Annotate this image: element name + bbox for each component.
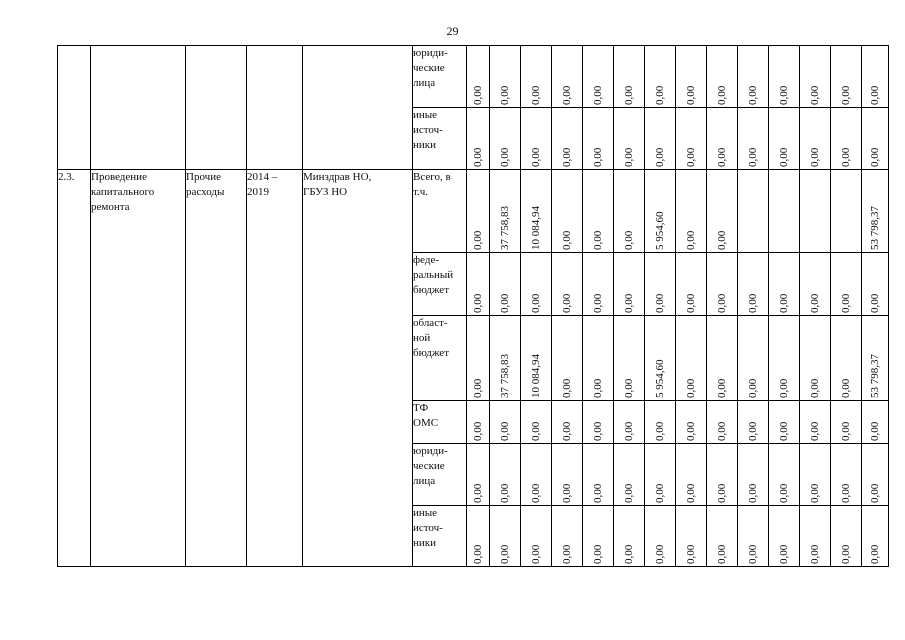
value-cell <box>467 316 490 401</box>
value-cell <box>676 316 707 401</box>
empty-cell <box>91 46 186 170</box>
value-cell <box>738 506 769 567</box>
value-cell <box>614 316 645 401</box>
cell-value: 0,00 <box>809 147 821 167</box>
value-cell <box>831 46 862 108</box>
funding-source: феде- ральный бюджет <box>413 253 467 316</box>
cell-value: 0,00 <box>685 421 697 441</box>
value-cell <box>800 46 831 108</box>
cell-value: 0,00 <box>561 85 573 105</box>
cell-value: 0,00 <box>716 293 728 313</box>
value-cell <box>583 444 614 506</box>
value-cell <box>831 506 862 567</box>
cell-value: 0,00 <box>472 85 484 105</box>
cell-value: 0,00 <box>472 544 484 564</box>
cell-value: 0,00 <box>472 230 484 250</box>
financing-table <box>57 45 889 567</box>
cell-value: 0,00 <box>561 421 573 441</box>
value-cell <box>738 46 769 108</box>
value-cell <box>676 46 707 108</box>
cell-value: 0,00 <box>623 421 635 441</box>
value-cell <box>769 401 800 444</box>
cell-value: 0,00 <box>809 483 821 503</box>
value-cell <box>645 170 676 253</box>
cell-value: 0,00 <box>716 230 728 250</box>
value-cell <box>583 108 614 170</box>
cell-value: 0,00 <box>530 483 542 503</box>
cell-value: 0,00 <box>592 230 604 250</box>
value-cell <box>521 253 552 316</box>
cell-value: 0,00 <box>809 85 821 105</box>
value-cell <box>614 108 645 170</box>
cell-value: 0,00 <box>499 421 511 441</box>
value-cell <box>800 401 831 444</box>
cell-value: 0,00 <box>747 147 759 167</box>
cell-value: 0,00 <box>530 421 542 441</box>
cell-value: 0,00 <box>747 421 759 441</box>
cell-value: 0,00 <box>840 483 852 503</box>
value-cell <box>552 401 583 444</box>
value-cell <box>738 316 769 401</box>
cell-value: 0,00 <box>561 378 573 398</box>
cell-value: 0,00 <box>778 85 790 105</box>
value-cell <box>707 253 738 316</box>
item-name: Проведение капитального ремонта <box>91 170 186 567</box>
funding-source: Всего, в т.ч. <box>413 170 467 253</box>
value-cell <box>738 444 769 506</box>
value-cell <box>552 170 583 253</box>
cell-value: 0,00 <box>840 293 852 313</box>
cell-value: 0,00 <box>623 544 635 564</box>
cell-value: 0,00 <box>716 85 728 105</box>
cell-value: 0,00 <box>685 483 697 503</box>
funding-source: юриди- ческие лица <box>413 46 467 108</box>
value-cell <box>521 170 552 253</box>
value-cell <box>831 316 862 401</box>
cell-value: 0,00 <box>592 85 604 105</box>
cell-value: 0,00 <box>869 483 881 503</box>
value-cell <box>800 170 831 253</box>
cell-value: 0,00 <box>472 483 484 503</box>
cell-value: 0,00 <box>654 85 666 105</box>
cell-value: 0,00 <box>654 483 666 503</box>
value-cell <box>614 46 645 108</box>
cell-value: 0,00 <box>685 544 697 564</box>
value-cell <box>676 108 707 170</box>
value-cell <box>862 46 889 108</box>
value-cell <box>552 506 583 567</box>
cell-value: 0,00 <box>809 544 821 564</box>
value-cell <box>862 444 889 506</box>
empty-cell <box>303 46 413 170</box>
funding-source: юриди- ческие лица <box>413 444 467 506</box>
funding-source: иные источ- ники <box>413 506 467 567</box>
value-cell <box>676 170 707 253</box>
period: 2014 – 2019 <box>247 170 303 567</box>
cell-value: 0,00 <box>869 147 881 167</box>
value-cell <box>645 316 676 401</box>
cell-value: 0,00 <box>623 85 635 105</box>
cell-value: 0,00 <box>778 293 790 313</box>
cell-value: 0,00 <box>869 421 881 441</box>
cell-value: 0,00 <box>592 147 604 167</box>
value-cell <box>467 444 490 506</box>
funding-source: област- ной бюджет <box>413 316 467 401</box>
cell-value: 0,00 <box>530 85 542 105</box>
value-cell <box>676 506 707 567</box>
cell-value: 53 798,37 <box>869 206 881 250</box>
value-cell <box>707 46 738 108</box>
value-cell <box>769 506 800 567</box>
cell-value: 0,00 <box>716 544 728 564</box>
cell-value: 0,00 <box>778 544 790 564</box>
cell-value: 10 084,94 <box>530 206 542 250</box>
cell-value: 0,00 <box>809 421 821 441</box>
cell-value: 0,00 <box>809 293 821 313</box>
cell-value: 0,00 <box>623 378 635 398</box>
page-number: 29 <box>446 24 459 38</box>
value-cell <box>521 46 552 108</box>
value-cell <box>707 170 738 253</box>
value-cell <box>583 253 614 316</box>
value-cell <box>800 108 831 170</box>
value-cell <box>862 316 889 401</box>
cell-value: 0,00 <box>592 293 604 313</box>
value-cell <box>707 108 738 170</box>
value-cell <box>467 253 490 316</box>
cell-value: 0,00 <box>654 421 666 441</box>
executor: Минздрав НО, ГБУЗ НО <box>303 170 413 567</box>
value-cell <box>769 316 800 401</box>
value-cell <box>490 46 521 108</box>
value-cell <box>645 506 676 567</box>
cell-value: 0,00 <box>716 147 728 167</box>
value-cell <box>738 170 769 253</box>
cell-value: 37 758,83 <box>499 206 511 250</box>
empty-cell <box>247 46 303 170</box>
value-cell <box>800 506 831 567</box>
cell-value: 0,00 <box>685 85 697 105</box>
cell-value: 0,00 <box>499 293 511 313</box>
expense-type: Прочие расходы <box>186 170 247 567</box>
value-cell <box>552 444 583 506</box>
value-cell <box>490 170 521 253</box>
value-cell <box>552 316 583 401</box>
cell-value: 0,00 <box>809 378 821 398</box>
cell-value: 0,00 <box>623 147 635 167</box>
cell-value: 0,00 <box>840 85 852 105</box>
value-cell <box>676 253 707 316</box>
empty-cell <box>186 46 247 170</box>
cell-value: 0,00 <box>840 421 852 441</box>
value-cell <box>769 170 800 253</box>
cell-value: 0,00 <box>530 147 542 167</box>
value-cell <box>862 170 889 253</box>
cell-value: 0,00 <box>561 230 573 250</box>
value-cell <box>738 401 769 444</box>
value-cell <box>707 401 738 444</box>
value-cell <box>738 108 769 170</box>
cell-value: 0,00 <box>472 378 484 398</box>
cell-value: 0,00 <box>747 85 759 105</box>
cell-value: 0,00 <box>716 421 728 441</box>
value-cell <box>614 170 645 253</box>
value-cell <box>552 253 583 316</box>
cell-value: 0,00 <box>499 544 511 564</box>
cell-value: 0,00 <box>530 293 542 313</box>
value-cell <box>521 401 552 444</box>
cell-value: 0,00 <box>685 378 697 398</box>
value-cell <box>583 46 614 108</box>
value-cell <box>707 506 738 567</box>
cell-value: 0,00 <box>747 378 759 398</box>
cell-value: 0,00 <box>654 147 666 167</box>
cell-value: 0,00 <box>840 378 852 398</box>
value-cell <box>583 170 614 253</box>
cell-value: 0,00 <box>592 544 604 564</box>
value-cell <box>467 401 490 444</box>
value-cell <box>831 108 862 170</box>
cell-value: 0,00 <box>654 293 666 313</box>
cell-value: 37 758,83 <box>499 354 511 398</box>
cell-value: 0,00 <box>778 421 790 441</box>
value-cell <box>862 253 889 316</box>
value-cell <box>583 316 614 401</box>
value-cell <box>707 444 738 506</box>
value-cell <box>614 444 645 506</box>
value-cell <box>583 506 614 567</box>
cell-value: 0,00 <box>561 293 573 313</box>
value-cell <box>738 253 769 316</box>
cell-value: 0,00 <box>472 147 484 167</box>
cell-value: 0,00 <box>499 85 511 105</box>
value-cell <box>831 401 862 444</box>
value-cell <box>467 170 490 253</box>
value-cell <box>831 444 862 506</box>
value-cell <box>831 170 862 253</box>
value-cell <box>645 444 676 506</box>
value-cell <box>490 108 521 170</box>
empty-cell <box>58 46 91 170</box>
funding-source: ТФ ОМС <box>413 401 467 444</box>
value-cell <box>800 253 831 316</box>
value-cell <box>800 444 831 506</box>
cell-value: 0,00 <box>592 378 604 398</box>
cell-value: 0,00 <box>778 378 790 398</box>
value-cell <box>521 506 552 567</box>
value-cell <box>614 253 645 316</box>
cell-value: 5 954,60 <box>654 211 666 250</box>
cell-value: 0,00 <box>623 230 635 250</box>
value-cell <box>862 108 889 170</box>
cell-value: 0,00 <box>499 147 511 167</box>
value-cell <box>552 46 583 108</box>
cell-value: 0,00 <box>472 421 484 441</box>
value-cell <box>862 506 889 567</box>
value-cell <box>645 108 676 170</box>
cell-value: 0,00 <box>685 230 697 250</box>
value-cell <box>645 401 676 444</box>
table-row <box>58 46 889 108</box>
cell-value: 0,00 <box>778 483 790 503</box>
value-cell <box>490 253 521 316</box>
value-cell <box>490 506 521 567</box>
item-number: 2.3. <box>58 170 91 567</box>
cell-value: 0,00 <box>472 293 484 313</box>
value-cell <box>800 316 831 401</box>
cell-value: 0,00 <box>654 544 666 564</box>
cell-value: 0,00 <box>685 293 697 313</box>
value-cell <box>707 316 738 401</box>
value-cell <box>467 108 490 170</box>
cell-value: 0,00 <box>747 544 759 564</box>
value-cell <box>645 46 676 108</box>
value-cell <box>769 108 800 170</box>
value-cell <box>676 401 707 444</box>
cell-value: 0,00 <box>592 483 604 503</box>
value-cell <box>490 444 521 506</box>
value-cell <box>862 401 889 444</box>
value-cell <box>490 316 521 401</box>
cell-value: 0,00 <box>747 483 759 503</box>
cell-value: 10 084,94 <box>530 354 542 398</box>
cell-value: 53 798,37 <box>869 354 881 398</box>
value-cell <box>521 316 552 401</box>
cell-value: 0,00 <box>623 293 635 313</box>
cell-value: 0,00 <box>561 483 573 503</box>
cell-value: 0,00 <box>869 544 881 564</box>
value-cell <box>467 46 490 108</box>
cell-value: 0,00 <box>530 544 542 564</box>
value-cell <box>583 401 614 444</box>
value-cell <box>614 401 645 444</box>
cell-value: 0,00 <box>869 85 881 105</box>
table-row <box>58 170 889 253</box>
cell-value: 0,00 <box>685 147 697 167</box>
value-cell <box>769 253 800 316</box>
value-cell <box>552 108 583 170</box>
cell-value: 0,00 <box>747 293 759 313</box>
cell-value: 5 954,60 <box>654 359 666 398</box>
cell-value: 0,00 <box>840 147 852 167</box>
value-cell <box>831 253 862 316</box>
cell-value: 0,00 <box>716 378 728 398</box>
cell-value: 0,00 <box>716 483 728 503</box>
value-cell <box>521 108 552 170</box>
cell-value: 0,00 <box>840 544 852 564</box>
value-cell <box>467 506 490 567</box>
cell-value: 0,00 <box>869 293 881 313</box>
value-cell <box>521 444 552 506</box>
funding-source: иные источ- ники <box>413 108 467 170</box>
cell-value: 0,00 <box>778 147 790 167</box>
value-cell <box>769 444 800 506</box>
value-cell <box>490 401 521 444</box>
cell-value: 0,00 <box>623 483 635 503</box>
cell-value: 0,00 <box>592 421 604 441</box>
cell-value: 0,00 <box>499 483 511 503</box>
value-cell <box>645 253 676 316</box>
value-cell <box>676 444 707 506</box>
cell-value: 0,00 <box>561 147 573 167</box>
value-cell <box>614 506 645 567</box>
value-cell <box>769 46 800 108</box>
cell-value: 0,00 <box>561 544 573 564</box>
